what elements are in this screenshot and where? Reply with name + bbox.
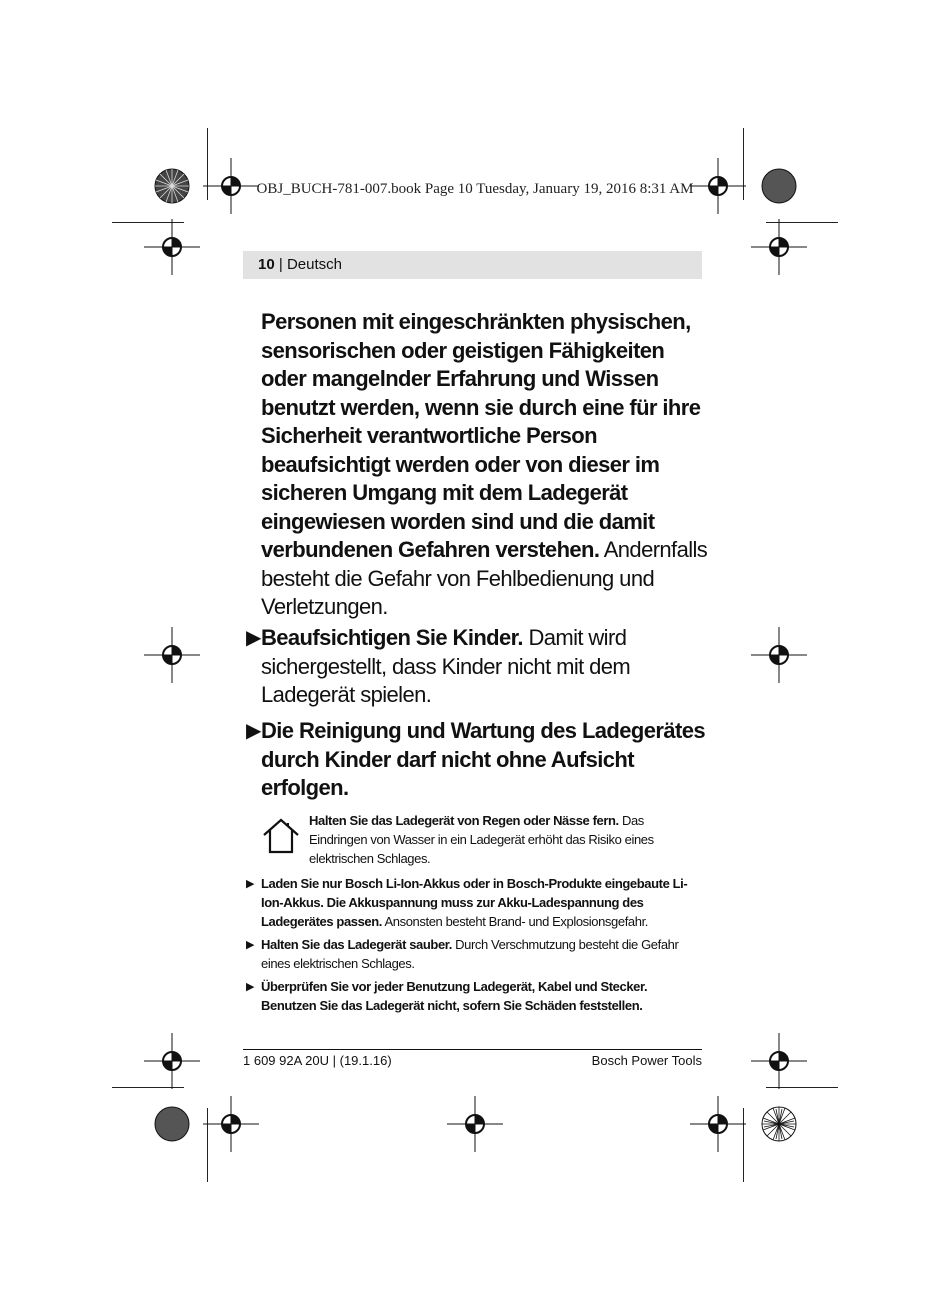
house-note-text: Halten Sie das Ladegerät von Regen oder Nässe fern. Das Eindringen von Wasser in ein Ladegerät erhöht das Risiko eines elektrischen Schlages. (309, 813, 654, 866)
small-bullet-3: Überprüfen Sie vor jeder Benutzung Ladegerät, Kabel und Stecker. Benutzen Sie das Ladegerät nicht, sofern Sie Schäden feststellen. (261, 979, 648, 1013)
bullet-arrow-icon: ▶ (246, 878, 255, 890)
header-separator: | (278, 256, 283, 273)
small-bullet-2: Halten Sie das Ladegerät sauber. Durch Verschmutzung besteht die Gefahr eines elektrischen Schlages. (261, 937, 679, 971)
footer-doc-number: 1 609 92A 20U | (19.1.16) (243, 1053, 392, 1068)
intro-bold: Personen mit eingeschränkten physischen, sensorischen oder geistigen Fähigkeiten oder mangelnder Erfahrung und Wissen benutzt werden, wenn sie durch eine für ihre Sicherheit verantwortliche Person beaufsichtigt werden oder von dieser im sicheren Umgang mit dem Ladegerät eingewiesen worden sind und die damit verbundenen Gefahren verstehen. (261, 309, 701, 562)
page-header (243, 251, 702, 279)
house-icon (262, 817, 300, 855)
footer-brand: Bosch Power Tools (591, 1053, 702, 1068)
bullet-arrow-icon: ▶ (246, 720, 262, 742)
small-bullet-1: Laden Sie nur Bosch Li-Ion-Akkus oder in Bosch-Produkte eingebaute Li-Ion-Akkus. Die Akkuspannung muss zur Akku-Ladespannung des Ladegerätes passen. Ansonsten besteht Brand- und Explosionsgefahr. (261, 876, 688, 929)
footer-rule (243, 1049, 702, 1050)
large-bullet-1: Beaufsichtigen Sie Kinder. Damit wird sichergestellt, dass Kinder nicht mit dem Ladegerät spielen. (261, 625, 631, 707)
bullet-arrow-icon: ▶ (246, 939, 255, 951)
bullet-arrow-icon: ▶ (246, 981, 255, 993)
intro-normal: Andernfalls besteht die Gefahr von Fehlbedienung und Verletzungen. (261, 537, 708, 619)
large-bullet-2: Die Reinigung und Wartung des Ladegerätes durch Kinder darf nicht ohne Aufsicht erfolgen. (261, 718, 705, 800)
header-language: Deutsch (286, 256, 342, 273)
starburst-target-bottom-right (762, 1107, 796, 1141)
slug-line: OBJ_BUCH-781-007.book Page 10 Tuesday, January 19, 2016 8:31 AM (256, 181, 694, 197)
page-number: 10 (258, 256, 275, 273)
bullet-arrow-icon: ▶ (246, 627, 262, 649)
intro-paragraph (261, 308, 711, 622)
